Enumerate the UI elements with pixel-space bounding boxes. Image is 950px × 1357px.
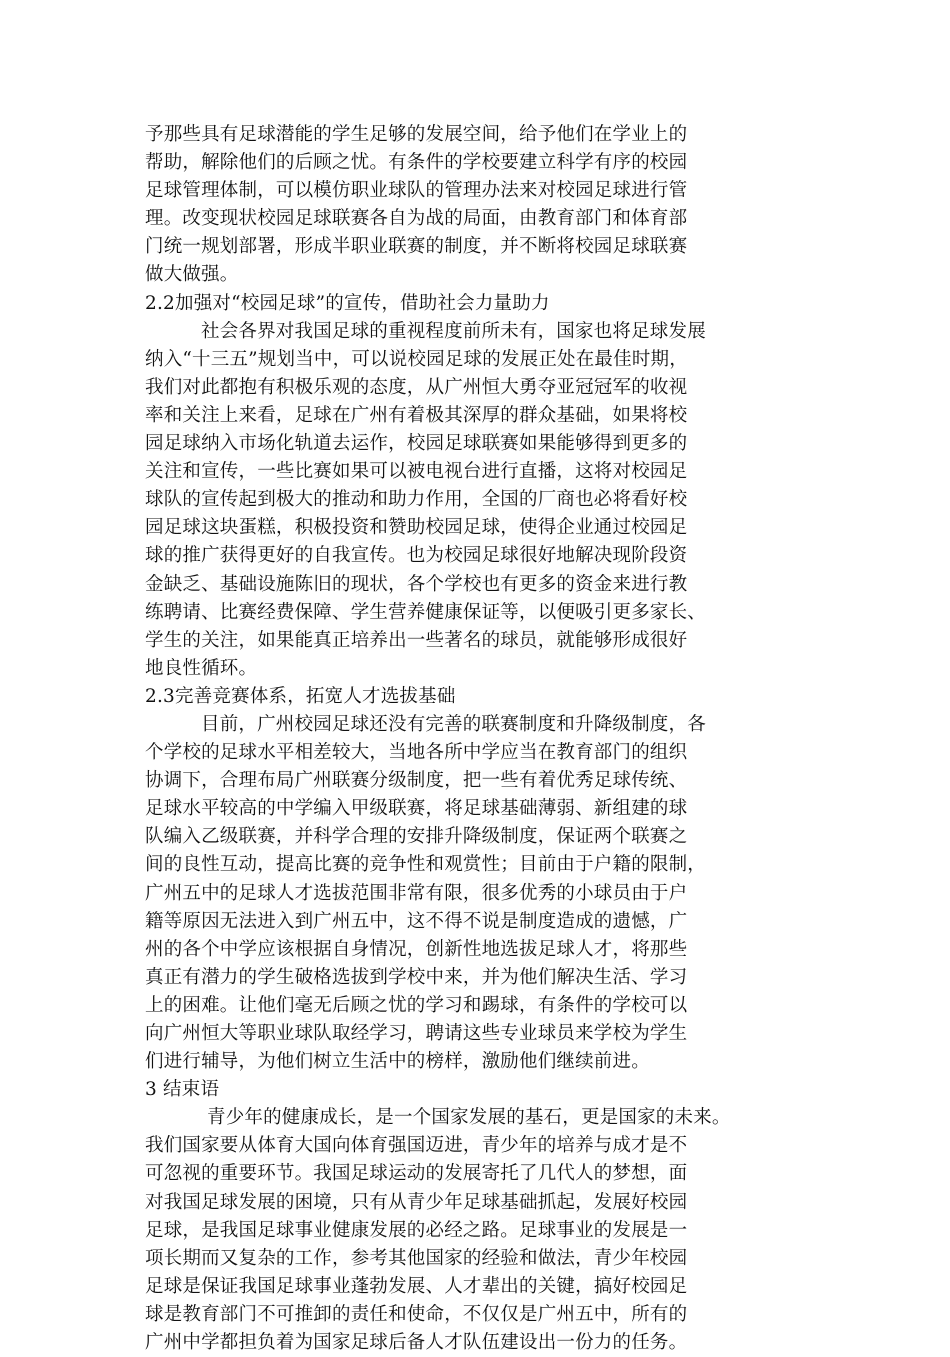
text-line: 籍等原因无法进入到广州五中，这不得不说是制度造成的遗憾，广	[145, 910, 688, 932]
paragraph-4	[145, 1104, 815, 1357]
text-line: 纳入“十三五”规划当中，可以说校园足球的发展正处在最佳时期，	[145, 348, 688, 370]
text-line: 做大做强。	[145, 264, 239, 286]
text-line: 足球水平较高的中学编入甲级联赛，将足球基础薄弱、新组建的球	[145, 798, 688, 820]
text-line: 我们国家要从体育大国向体育强国迈进，青少年的培养与成才是不	[145, 1135, 688, 1157]
text-line: 园足球纳入市场化轨道去运作，校园足球联赛如果能够得到更多的	[145, 433, 688, 455]
text-line: 学生的关注，如果能真正培养出一些著名的球员，就能够形成很好	[145, 629, 688, 651]
text-line: 园足球这块蛋糕，积极投资和赞助校园足球，使得企业通过校园足	[145, 517, 688, 539]
text-line: 金缺乏、基础设施陈旧的现状，各个学校也有更多的资金来进行教	[145, 573, 688, 595]
text-line: 队编入乙级联赛，并科学合理的安排升降级制度，保证两个联赛之	[145, 826, 688, 848]
text-line: 足球是保证我国足球事业蓬勃发展、人才辈出的关键，搞好校园足	[145, 1275, 688, 1297]
section-heading-2-2: 2.2加强对“校园足球”的宣传，借助社会力量助力	[145, 292, 550, 314]
text-line: 们进行辅导，为他们树立生活中的榜样，激励他们继续前进。	[145, 1051, 650, 1073]
text-line: 上的困难。让他们毫无后顾之忧的学习和踢球，有条件的学校可以	[145, 994, 688, 1016]
text-line: 青少年的健康成长，是一个国家发展的基石，更是国家的未来。	[207, 1107, 731, 1129]
text-line: 关注和宣传，一些比赛如果可以被电视台进行直播，这将对校园足	[145, 461, 688, 483]
paragraph-3	[145, 711, 815, 1076]
text-line: 门统一规划部署，形成半职业联赛的制度，并不断将校园足球联赛	[145, 236, 688, 258]
text-line: 间的良性互动，提高比赛的竞争性和观赏性；目前由于户籍的限制，	[145, 854, 707, 876]
text-line: 球的推广获得更好的自我宣传。也为校园足球很好地解决现阶段资	[145, 545, 688, 567]
text-line: 予那些具有足球潜能的学生足够的发展空间，给予他们在学业上的	[145, 124, 688, 145]
text-line: 足球管理体制，可以模仿职业球队的管理办法来对校园足球进行管	[145, 180, 688, 202]
section-heading-2-3: 2.3完善竞赛体系，拓宽人才选拔基础	[145, 685, 456, 707]
text-line: 项长期而又复杂的工作，参考其他国家的经验和做法，青少年校园	[145, 1247, 688, 1269]
text-line: 率和关注上来看，足球在广州有着极其深厚的群众基础，如果将校	[145, 404, 688, 426]
text-line: 对我国足球发展的困境，只有从青少年足球基础抓起，发展好校园	[145, 1191, 688, 1213]
text-line: 理。改变现状校园足球联赛各自为战的局面，由教育部门和体育部	[145, 208, 688, 230]
text-line: 目前，广州校园足球还没有完善的联赛制度和升降级制度，各	[201, 713, 706, 735]
document-page	[145, 121, 815, 1357]
paragraph-1	[145, 121, 815, 290]
text-line: 球队的宣传起到极大的推动和助力作用，全国的厂商也必将看好校	[145, 489, 688, 511]
text-line: 州的各个中学应该根据自身情况，创新性地选拔足球人才，将那些	[145, 938, 688, 960]
text-line: 我们对此都抱有积极乐观的态度，从广州恒大勇夺亚冠冠军的收视	[145, 376, 688, 398]
text-line: 个学校的足球水平相差较大，当地各所中学应当在教育部门的组织	[145, 742, 688, 764]
text-line: 球是教育部门不可推卸的责任和使命，不仅仅是广州五中，所有的	[145, 1303, 688, 1325]
section-heading-3: 3 结束语	[145, 1079, 220, 1101]
text-line: 地良性循环。	[145, 657, 258, 679]
text-line: 广州中学都担负着为国家足球后备人才队伍建设出一份力的任务。	[145, 1332, 688, 1354]
paragraph-2	[145, 318, 815, 683]
text-line: 足球，是我国足球事业健康发展的必经之路。足球事业的发展是一	[145, 1219, 688, 1241]
text-line: 练聘请、比赛经费保障、学生营养健康保证等，以便吸引更多家长、	[145, 601, 707, 623]
text-line: 可忽视的重要环节。我国足球运动的发展寄托了几代人的梦想，面	[145, 1163, 688, 1185]
text-line: 广州五中的足球人才选拔范围非常有限，很多优秀的小球员由于户	[145, 882, 688, 904]
text-line: 真正有潜力的学生破格选拔到学校中来，并为他们解决生活、学习	[145, 966, 688, 988]
text-line: 向广州恒大等职业球队取经学习，聘请这些专业球员来学校为学生	[145, 1023, 688, 1044]
text-line: 帮助，解除他们的后顾之忧。有条件的学校要建立科学有序的校园	[145, 152, 688, 174]
text-line: 协调下，合理布局广州联赛分级制度，把一些有着优秀足球传统、	[145, 770, 688, 792]
text-line: 社会各界对我国足球的重视程度前所未有，国家也将足球发展	[201, 320, 706, 342]
